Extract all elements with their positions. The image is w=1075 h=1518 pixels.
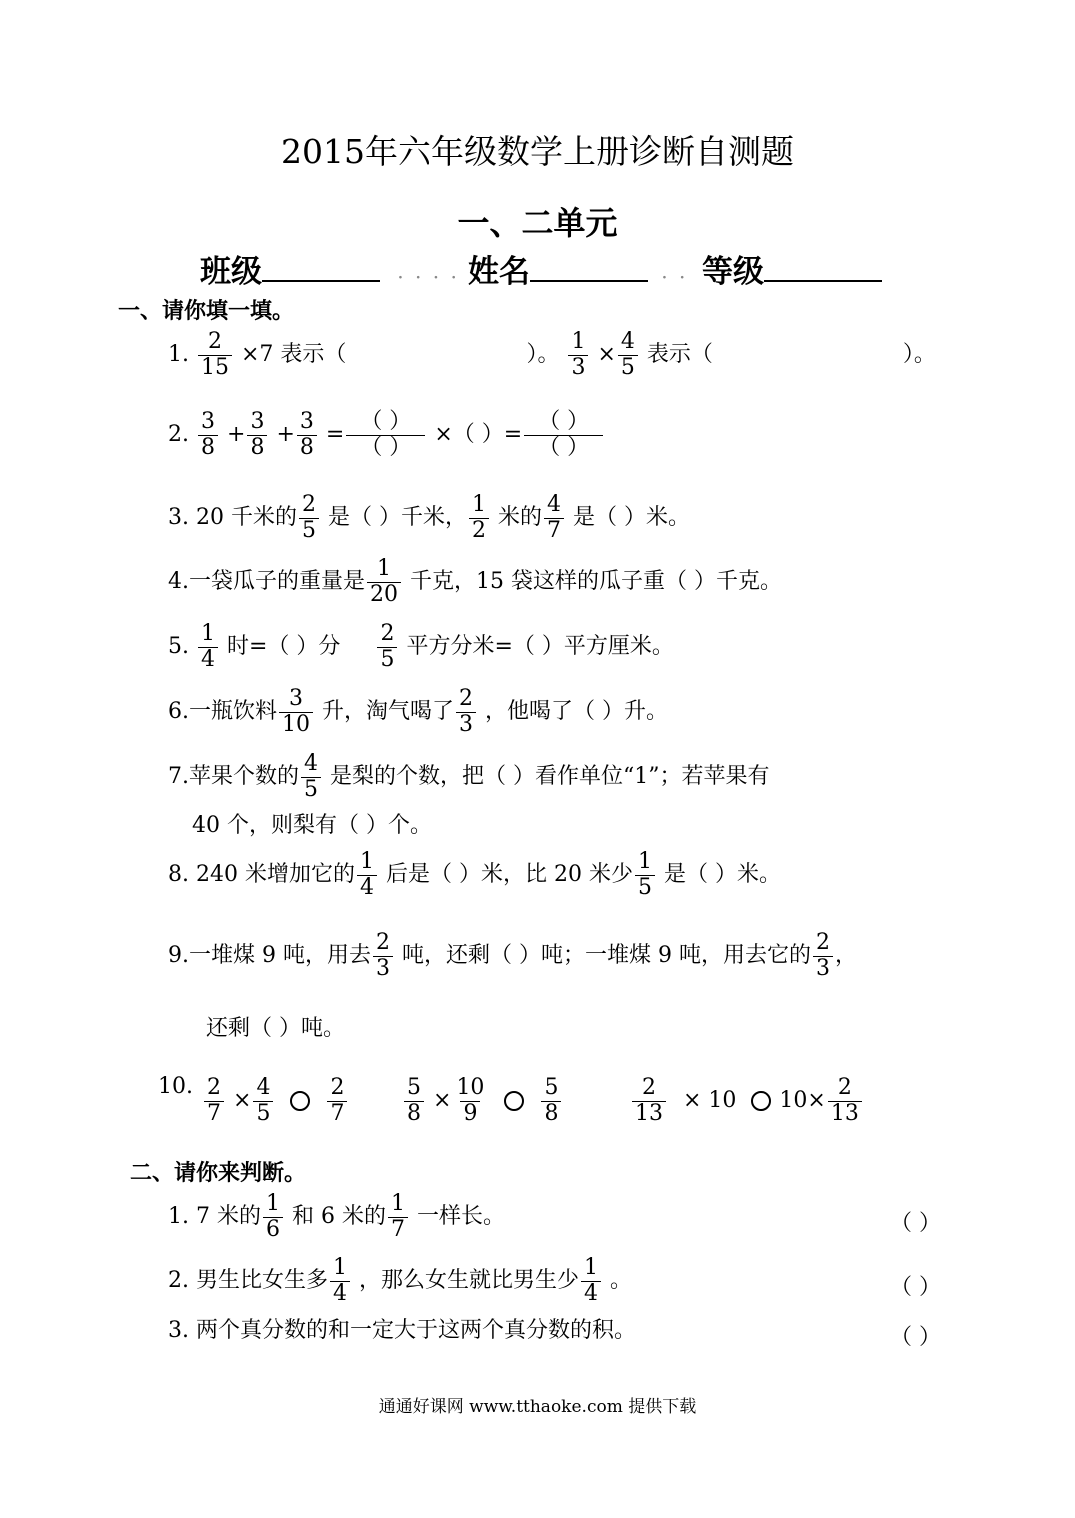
fraction: $\frac{4}{5}$ — [618, 330, 638, 380]
fraction: $\frac{1}{4}$ — [581, 1256, 601, 1306]
question-4: 4.一袋瓜子的重量是 $\frac{1}{20}$ 千克，15 袋这样的瓜子重（ ）千克。 — [168, 556, 782, 607]
answer-fraction[interactable]: $\frac{( )}{( )}$ — [524, 410, 603, 460]
fraction: $\frac{1}{5}$ — [635, 850, 655, 900]
separator-dots: · · — [662, 270, 689, 286]
fraction: $\frac{3}{8}$ — [247, 410, 267, 460]
compare-circle[interactable] — [751, 1091, 771, 1111]
class-field[interactable] — [200, 246, 380, 291]
comparison-c: $\frac{2}{13}$ × 10 10× $\frac{2}{13}$ — [630, 1076, 864, 1126]
question-number: 3. — [168, 505, 189, 531]
fraction: $\frac{1}{20}$ — [367, 557, 401, 607]
grade-blank[interactable] — [764, 250, 882, 282]
question-5: 5. $\frac{1}{4}$ 时=（ ）分 $\frac{2}{5}$ 平方分米=（ ）平方厘米。 — [168, 621, 674, 672]
fraction: $\frac{5}{8}$ — [404, 1076, 424, 1126]
section1-heading: 一、请你填一填。 — [118, 298, 295, 324]
name-blank[interactable] — [530, 250, 648, 282]
fraction: $\frac{2}{5}$ — [299, 493, 319, 543]
judge-question-2: 2. 男生比女生多 $\frac{1}{4}$ ，那么女生就比男生少 $\frac{1}{4}$ 。 — [168, 1255, 633, 1306]
fraction: $\frac{1}{7}$ — [388, 1192, 408, 1242]
question-number: 2. — [168, 1268, 189, 1294]
question-number: 3. — [168, 1318, 189, 1343]
fraction: $\frac{2}{13}$ — [828, 1076, 862, 1126]
answer-paren[interactable]: （ ） — [890, 1325, 941, 1350]
fraction: $\frac{2}{3}$ — [373, 931, 393, 981]
fraction: $\frac{4}{7}$ — [544, 493, 564, 543]
judge-question-1: 1. 7 米的 $\frac{1}{6}$ 和 6 米的 $\frac{1}{7}$ 一样长。 — [168, 1191, 505, 1242]
fraction: $\frac{5}{8}$ — [541, 1076, 561, 1126]
fraction: $\frac{3}{8}$ — [297, 410, 317, 460]
class-blank[interactable] — [262, 250, 380, 282]
separator-dots: · · · · — [398, 270, 461, 286]
fraction: $\frac{3}{8}$ — [198, 410, 218, 460]
comparison-a: $\frac{2}{7}$ × $\frac{4}{5}$ $\frac{2}{7}$ — [202, 1076, 349, 1126]
answer-fraction[interactable]: $\frac{( )}{( )}$ — [346, 410, 425, 460]
judge-question-3: 3. 两个真分数的和一定大于这两个真分数的积。 — [168, 1318, 637, 1343]
fraction: $\frac{2}{5}$ — [377, 622, 397, 672]
question-number: 2. — [168, 422, 189, 448]
question-10 — [158, 1076, 193, 1098]
question-9: 9.一堆煤 9 吨，用去 $\frac{2}{3}$ 吨，还剩（ ）吨；一堆煤 9 吨，用去它的 $\frac{2}{3}$ ， — [168, 930, 857, 981]
fraction: $\frac{1}{3}$ — [568, 330, 588, 380]
fraction: $\frac{4}{5}$ — [301, 752, 321, 802]
name-field[interactable] — [468, 246, 648, 291]
answer-paren[interactable]: （ ） — [890, 1275, 941, 1300]
answer-paren[interactable]: （ ） — [890, 1211, 941, 1236]
fraction: $\frac{4}{5}$ — [253, 1076, 273, 1126]
question-7: 7.苹果个数的 $\frac{4}{5}$ 是梨的个数，把（ ）看作单位“1”；若苹果有 — [168, 751, 770, 802]
fraction: $\frac{1}{4}$ — [330, 1256, 350, 1306]
compare-circle[interactable] — [290, 1091, 310, 1111]
name-label: 姓名 — [468, 254, 530, 290]
fraction: $\frac{2}{3}$ — [456, 687, 476, 737]
fraction: $\frac{3}{10}$ — [279, 687, 313, 737]
question-number: 4. — [168, 569, 189, 595]
question-number: 10. — [158, 1074, 193, 1099]
question-number: 6. — [168, 699, 189, 725]
unit-subtitle: 一、二单元 — [457, 204, 618, 242]
comparison-b: $\frac{5}{8}$ × $\frac{10}{9}$ $\frac{5}{8}$ — [402, 1076, 563, 1126]
question-number: 8. — [168, 862, 189, 888]
fraction: $\frac{1}{4}$ — [357, 850, 377, 900]
fraction: $\frac{2}{3}$ — [813, 931, 833, 981]
section2-heading: 二、请你来判断。 — [130, 1160, 307, 1186]
fraction: $\frac{1}{2}$ — [469, 493, 489, 543]
grade-label: 等级 — [702, 254, 764, 290]
question-8: 8. 240 米增加它的 $\frac{1}{4}$ 后是（ ）米，比 20 米少 $\frac{1}{5}$ 是（ ）米。 — [168, 849, 781, 900]
question-9-line2: 还剩（ ）吨。 — [206, 1016, 345, 1041]
question-number: 7. — [168, 764, 189, 790]
page-title: 2015年六年级数学上册诊断自测题 — [281, 132, 794, 171]
fraction: $\frac{2}{13}$ — [632, 1076, 666, 1126]
question-number: 5. — [168, 634, 189, 660]
question-2: 2. $\frac{3}{8}$ + $\frac{3}{8}$ + $\frac{3}{8}$ = $\frac{( )}{( )}$ ×（ ）= $\frac{( )}{( )}$ — [168, 410, 605, 460]
question-number: 1. — [168, 342, 189, 368]
fraction: $\frac{1}{4}$ — [198, 622, 218, 672]
question-1: 1. $\frac{2}{15}$ ×7 表示（ ）。 $\frac{1}{3}$ × $\frac{4}{5}$ 表示（ ）。 — [168, 329, 936, 380]
question-number: 9. — [168, 943, 189, 969]
class-label: 班级 — [200, 254, 262, 290]
question-7-line2: 40 个，则梨有（ ）个。 — [192, 813, 432, 838]
fraction: $\frac{1}{6}$ — [263, 1192, 283, 1242]
question-3: 3. 20 千米的 $\frac{2}{5}$ 是（ ）千米， $\frac{1}{2}$ 米的 $\frac{4}{7}$ 是（ ）米。 — [168, 492, 691, 543]
fraction: $\frac{2}{7}$ — [327, 1076, 347, 1126]
grade-field[interactable] — [702, 246, 882, 291]
fraction: $\frac{2}{15}$ — [198, 330, 232, 380]
fraction: $\frac{2}{7}$ — [204, 1076, 224, 1126]
question-number: 1. — [168, 1204, 189, 1230]
question-6: 6.一瓶饮料 $\frac{3}{10}$ 升，淘气喝了 $\frac{2}{3}$ ，他喝了（ ）升。 — [168, 686, 669, 737]
footer-credit: 通通好课网 www.tthaoke.com 提供下载 — [378, 1397, 697, 1417]
fraction: $\frac{10}{9}$ — [456, 1075, 485, 1126]
compare-circle[interactable] — [504, 1091, 524, 1111]
